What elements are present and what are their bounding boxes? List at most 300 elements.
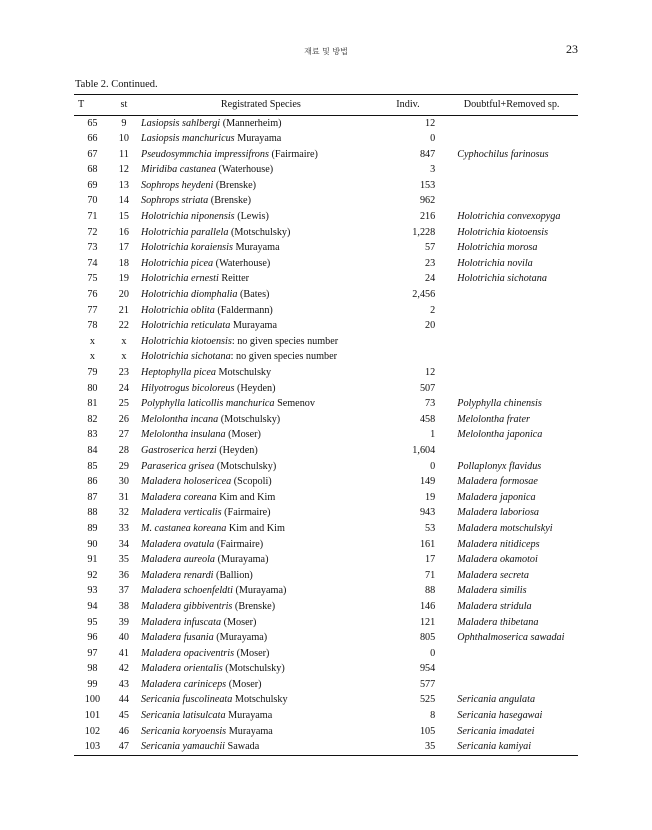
cell-indiv-text: 216 <box>419 211 436 223</box>
species-scientific-name: Holotrichia kiotoensis <box>140 335 232 347</box>
species-table <box>74 94 578 756</box>
table-row <box>74 662 578 678</box>
cell-doubtful-text: Maladera okamotoi <box>457 554 538 566</box>
cell-t-text: 67 <box>87 148 98 160</box>
cell-doubtful <box>435 568 578 584</box>
cell-doubtful <box>435 412 578 428</box>
cell-doubtful-text: Holotrichia morosa <box>457 242 538 254</box>
cell-indiv <box>381 428 436 444</box>
cell-st-text: 36 <box>118 569 129 581</box>
cell-doubtful-text: Sericania imadatei <box>457 725 535 737</box>
table-row <box>74 740 578 756</box>
cell-t-text: 102 <box>84 725 101 737</box>
cell-st-text: 28 <box>118 444 129 456</box>
table-row <box>74 194 578 210</box>
cell-doubtful-text: Holotrichia sichotana <box>457 273 547 285</box>
cell-t <box>74 459 111 475</box>
species-authority: (Moser) <box>234 647 270 659</box>
cell-indiv <box>381 132 436 148</box>
cell-doubtful <box>435 397 578 413</box>
species-scientific-name: Maladera verticalis <box>140 507 222 519</box>
cell-indiv <box>381 210 436 226</box>
cell-species <box>137 584 381 600</box>
cell-st <box>111 412 137 428</box>
cell-doubtful-text: Maladera secreta <box>457 569 529 581</box>
cell-doubtful <box>435 599 578 615</box>
cell-t <box>74 350 111 366</box>
cell-doubtful-text: Cyphochilus farinosus <box>457 148 549 160</box>
cell-doubtful <box>435 147 578 163</box>
species-scientific-name: Melolontha incana <box>140 413 219 425</box>
cell-t-text: 68 <box>87 164 98 176</box>
cell-species <box>137 397 381 413</box>
cell-t <box>74 475 111 491</box>
cell-t <box>74 521 111 537</box>
species-scientific-name: M. castanea koreana <box>140 522 227 534</box>
species-authority: (Waterhouse) <box>215 164 274 176</box>
cell-species <box>137 428 381 444</box>
species-scientific-name: Holotrichia sichotana <box>140 351 231 363</box>
species-authority: Sawada <box>225 741 260 753</box>
table-row <box>74 147 578 163</box>
cell-indiv <box>381 646 436 662</box>
species-authority: (Fairmaire) <box>268 148 318 160</box>
cell-st <box>111 490 137 506</box>
species-authority: (Motschulsky) <box>228 226 291 238</box>
cell-species <box>137 319 381 335</box>
header-species: Registrated Species <box>137 95 381 116</box>
cell-indiv-text: 161 <box>419 538 436 550</box>
species-authority: Murayama <box>232 242 280 254</box>
cell-t <box>74 178 111 194</box>
cell-st <box>111 319 137 335</box>
species-scientific-name: Lasiopsis sahlbergi <box>140 117 221 129</box>
cell-indiv <box>381 334 436 350</box>
cell-st-text: 47 <box>118 741 129 753</box>
species-scientific-name: Pseudosymmchia impressifrons <box>140 148 269 160</box>
cell-doubtful <box>435 521 578 537</box>
cell-doubtful-text: Holotrichia convexopyga <box>457 211 561 223</box>
cell-st-text: 21 <box>118 304 129 316</box>
cell-doubtful <box>435 724 578 740</box>
cell-t-text: 72 <box>87 226 98 238</box>
cell-indiv <box>381 381 436 397</box>
cell-t <box>74 740 111 756</box>
cell-indiv-text: 0 <box>430 647 436 659</box>
table-caption: Table 2. Continued. <box>75 79 158 90</box>
cell-st-text: 19 <box>118 273 129 285</box>
cell-t-text: 97 <box>87 647 98 659</box>
cell-st <box>111 677 137 693</box>
cell-st-text: x <box>121 335 127 347</box>
cell-indiv-text: 1 <box>430 429 436 441</box>
species-authority: (Heyden) <box>216 444 258 456</box>
cell-species <box>137 210 381 226</box>
table-row <box>74 631 578 647</box>
cell-t-text: 82 <box>87 413 98 425</box>
cell-indiv <box>381 584 436 600</box>
cell-indiv-text: 88 <box>425 585 436 597</box>
cell-t <box>74 709 111 725</box>
species-scientific-name: Sophrops heydeni <box>140 179 214 191</box>
cell-st <box>111 366 137 382</box>
cell-t-text: 103 <box>84 741 101 753</box>
species-scientific-name: Maladera holosericea <box>140 476 232 488</box>
cell-t-text: 101 <box>84 710 101 722</box>
species-scientific-name: Melolontha insulana <box>140 429 226 441</box>
table-row <box>74 584 578 600</box>
cell-indiv <box>381 443 436 459</box>
cell-indiv <box>381 225 436 241</box>
cell-doubtful <box>435 132 578 148</box>
species-scientific-name: Miridiba castanea <box>140 164 216 176</box>
cell-indiv-text: 525 <box>419 694 436 706</box>
cell-t-text: 100 <box>84 694 101 706</box>
cell-t <box>74 412 111 428</box>
cell-indiv <box>381 490 436 506</box>
cell-doubtful-text: Melolontha japonica <box>457 429 543 441</box>
cell-t <box>74 225 111 241</box>
cell-species <box>137 459 381 475</box>
cell-indiv <box>381 350 436 366</box>
species-scientific-name: Maladera schoenfeldti <box>140 585 233 597</box>
table-row <box>74 319 578 335</box>
cell-st-text: 22 <box>118 320 129 332</box>
cell-indiv-text: 2 <box>430 304 436 316</box>
cell-species <box>137 724 381 740</box>
cell-t <box>74 366 111 382</box>
table-row <box>74 381 578 397</box>
table-row <box>74 132 578 148</box>
species-authority: (Brenske) <box>213 179 257 191</box>
cell-st <box>111 147 137 163</box>
cell-t <box>74 677 111 693</box>
cell-st-text: 20 <box>118 289 129 301</box>
cell-st <box>111 210 137 226</box>
cell-st <box>111 475 137 491</box>
cell-st <box>111 506 137 522</box>
cell-indiv-text: 71 <box>425 569 436 581</box>
species-authority: (Fairmaire) <box>221 507 271 519</box>
cell-indiv <box>381 677 436 693</box>
cell-st-text: 16 <box>118 226 129 238</box>
cell-species <box>137 147 381 163</box>
cell-t <box>74 693 111 709</box>
cell-st-text: 14 <box>118 195 129 207</box>
cell-indiv <box>381 709 436 725</box>
cell-t <box>74 662 111 678</box>
cell-indiv-text: 105 <box>419 725 436 737</box>
species-authority: (Heyden) <box>234 382 276 394</box>
cell-doubtful <box>435 475 578 491</box>
table-row <box>74 350 578 366</box>
cell-indiv-text: 0 <box>430 133 436 145</box>
cell-t <box>74 132 111 148</box>
species-scientific-name: Maladera gibbiventris <box>140 600 233 612</box>
cell-st <box>111 256 137 272</box>
cell-doubtful-text: Holotrichia novila <box>457 257 533 269</box>
species-scientific-name: Holotrichia picea <box>140 257 214 269</box>
species-authority: Murayama <box>234 133 282 145</box>
cell-doubtful-text: Maladera laboriosa <box>457 507 540 519</box>
species-authority: (Moser) <box>221 616 257 628</box>
cell-t <box>74 334 111 350</box>
page-number: 23 <box>566 42 578 56</box>
cell-t <box>74 116 111 132</box>
cell-t <box>74 490 111 506</box>
cell-t-text: 92 <box>87 569 98 581</box>
table-row <box>74 568 578 584</box>
species-authority: (Lewis) <box>234 211 269 223</box>
cell-indiv <box>381 506 436 522</box>
cell-doubtful <box>435 288 578 304</box>
cell-indiv-text: 8 <box>430 710 436 722</box>
cell-indiv <box>381 147 436 163</box>
table-row <box>74 428 578 444</box>
cell-indiv-text: 17 <box>425 554 436 566</box>
cell-doubtful <box>435 366 578 382</box>
cell-species <box>137 693 381 709</box>
table-row <box>74 709 578 725</box>
cell-st-text: 44 <box>118 694 129 706</box>
cell-t-text: 84 <box>87 444 98 456</box>
cell-st <box>111 443 137 459</box>
species-scientific-name: Holotrichia diomphalia <box>140 289 238 301</box>
table-row <box>74 459 578 475</box>
table-row <box>74 163 578 179</box>
cell-t-text: 77 <box>87 304 98 316</box>
cell-t-text: 93 <box>87 585 98 597</box>
cell-indiv <box>381 724 436 740</box>
cell-t <box>74 584 111 600</box>
species-scientific-name: Maladera orientalis <box>140 663 223 675</box>
cell-indiv <box>381 272 436 288</box>
species-scientific-name: Maladera ovatula <box>140 538 215 550</box>
cell-st <box>111 288 137 304</box>
cell-st <box>111 381 137 397</box>
cell-t-text: 89 <box>87 522 98 534</box>
species-authority: (Mannerheim) <box>220 117 282 129</box>
cell-indiv <box>381 615 436 631</box>
cell-doubtful-text: Polyphylla chinensis <box>457 398 542 410</box>
cell-indiv-text: 35 <box>425 741 436 753</box>
cell-indiv-text: 577 <box>419 678 436 690</box>
table-row <box>74 178 578 194</box>
cell-indiv <box>381 553 436 569</box>
table-row <box>74 210 578 226</box>
cell-doubtful-text: Melolontha frater <box>457 413 530 425</box>
cell-species <box>137 256 381 272</box>
species-scientific-name: Sericania fuscolineata <box>140 694 233 706</box>
species-scientific-name: Sericania yamauchii <box>140 741 225 753</box>
table-row <box>74 599 578 615</box>
cell-st-text: 43 <box>118 678 129 690</box>
species-scientific-name: Lasiopsis manchuricus <box>140 133 235 145</box>
cell-indiv <box>381 116 436 132</box>
table-row <box>74 615 578 631</box>
cell-st <box>111 397 137 413</box>
cell-st <box>111 132 137 148</box>
cell-species <box>137 615 381 631</box>
cell-t <box>74 381 111 397</box>
cell-t-text: 94 <box>87 600 98 612</box>
cell-indiv-text: 943 <box>419 507 436 519</box>
cell-t-text: 65 <box>87 117 98 129</box>
cell-indiv <box>381 241 436 257</box>
cell-doubtful <box>435 490 578 506</box>
species-scientific-name: Heptophylla picea <box>140 367 216 378</box>
species-scientific-name: Sophrops striata <box>140 195 209 207</box>
table-row <box>74 334 578 350</box>
species-authority: (Faldermann) <box>214 304 273 316</box>
species-authority: Murayama <box>225 710 273 722</box>
species-authority: (Murayama) <box>215 554 269 566</box>
cell-indiv <box>381 194 436 210</box>
cell-indiv <box>381 521 436 537</box>
cell-species <box>137 709 381 725</box>
cell-t-text: x <box>89 335 95 347</box>
cell-st-text: 10 <box>118 133 129 145</box>
cell-indiv-text: 57 <box>425 242 436 254</box>
cell-st <box>111 646 137 662</box>
table-row <box>74 506 578 522</box>
cell-indiv-text: 507 <box>419 382 436 394</box>
cell-species <box>137 241 381 257</box>
species-authority: (Murayama) <box>213 632 268 644</box>
cell-indiv-text: 20 <box>425 320 436 332</box>
cell-indiv-text: 73 <box>425 398 436 410</box>
cell-species <box>137 381 381 397</box>
cell-indiv-text: 24 <box>425 273 436 285</box>
cell-st-text: 45 <box>118 710 129 722</box>
cell-st-text: x <box>121 351 127 363</box>
cell-indiv-text: 954 <box>419 663 436 675</box>
cell-doubtful-text: Maladera nitidiceps <box>457 538 540 550</box>
cell-st-text: 42 <box>118 663 129 675</box>
species-authority: Motschulsky <box>232 694 288 706</box>
cell-t-text: 99 <box>87 678 98 690</box>
cell-doubtful-text: Maladera japonica <box>457 491 536 503</box>
cell-st-text: 17 <box>118 242 129 254</box>
table-row <box>74 724 578 740</box>
cell-st-text: 30 <box>118 476 129 488</box>
cell-st-text: 37 <box>118 585 129 597</box>
header-t: T <box>74 95 111 116</box>
species-scientific-name: Gastroserica herzi <box>140 444 217 456</box>
table-header-row <box>74 95 578 116</box>
cell-indiv-text: 12 <box>425 117 436 129</box>
cell-t-text: 71 <box>87 211 98 223</box>
species-authority: : no given species number <box>231 335 339 347</box>
cell-t-text: 87 <box>87 491 98 503</box>
cell-t <box>74 428 111 444</box>
species-scientific-name: Maladera cariniceps <box>140 678 227 690</box>
table-row <box>74 412 578 428</box>
species-scientific-name: Holotrichia ernesti <box>140 273 219 285</box>
cell-indiv <box>381 366 436 382</box>
cell-doubtful <box>435 537 578 553</box>
species-authority: (Waterhouse) <box>213 257 271 269</box>
cell-st <box>111 615 137 631</box>
cell-t <box>74 443 111 459</box>
cell-species <box>137 272 381 288</box>
cell-doubtful-text: Maladera thibetana <box>457 616 539 628</box>
cell-st <box>111 709 137 725</box>
cell-doubtful <box>435 631 578 647</box>
cell-species <box>137 662 381 678</box>
cell-doubtful <box>435 443 578 459</box>
table-row <box>74 693 578 709</box>
cell-indiv <box>381 740 436 756</box>
cell-st-text: 12 <box>118 164 129 176</box>
cell-indiv <box>381 256 436 272</box>
table-row <box>74 677 578 693</box>
species-scientific-name: Sericania koryoensis <box>140 725 227 737</box>
table-row <box>74 116 578 132</box>
cell-st <box>111 568 137 584</box>
cell-st <box>111 584 137 600</box>
cell-indiv <box>381 537 436 553</box>
cell-st-text: 25 <box>118 398 129 410</box>
cell-doubtful-text: Maladera stridula <box>457 600 532 612</box>
cell-t <box>74 615 111 631</box>
cell-species <box>137 740 381 756</box>
species-scientific-name: Maladera aureola <box>140 554 216 566</box>
cell-st <box>111 225 137 241</box>
cell-doubtful <box>435 740 578 756</box>
header-st: st <box>111 95 137 116</box>
cell-st-text: 39 <box>118 616 129 628</box>
cell-doubtful <box>435 178 578 194</box>
cell-t-text: 74 <box>87 257 98 269</box>
species-authority: (Brenske) <box>208 195 251 207</box>
cell-indiv <box>381 475 436 491</box>
cell-t <box>74 163 111 179</box>
header-indiv: Indiv. <box>381 95 436 116</box>
cell-species <box>137 537 381 553</box>
cell-doubtful <box>435 210 578 226</box>
cell-doubtful <box>435 553 578 569</box>
cell-t-text: 86 <box>87 476 98 488</box>
cell-t <box>74 241 111 257</box>
species-scientific-name: Holotrichia oblita <box>140 304 215 316</box>
cell-indiv <box>381 599 436 615</box>
cell-t-text: 79 <box>87 367 98 378</box>
cell-species <box>137 412 381 428</box>
species-scientific-name: Maladera fusania <box>140 632 214 644</box>
cell-species <box>137 303 381 319</box>
cell-t-text: 96 <box>87 632 98 644</box>
cell-doubtful-text: Sericania kamiyai <box>457 741 532 753</box>
cell-t <box>74 397 111 413</box>
cell-indiv-text: 962 <box>419 195 436 207</box>
cell-indiv-text: 23 <box>425 257 436 269</box>
cell-t-text: 91 <box>87 554 98 566</box>
cell-indiv <box>381 303 436 319</box>
cell-st <box>111 428 137 444</box>
cell-doubtful <box>435 662 578 678</box>
cell-indiv <box>381 459 436 475</box>
cell-st-text: 40 <box>118 632 129 644</box>
cell-st-text: 11 <box>118 148 129 160</box>
cell-indiv-text: 149 <box>419 476 436 488</box>
species-scientific-name: Sericania latisulcata <box>140 710 226 722</box>
species-scientific-name: Holotrichia niponensis <box>140 211 235 223</box>
cell-species <box>137 599 381 615</box>
cell-t-text: x <box>89 351 95 363</box>
cell-st <box>111 163 137 179</box>
cell-doubtful <box>435 381 578 397</box>
